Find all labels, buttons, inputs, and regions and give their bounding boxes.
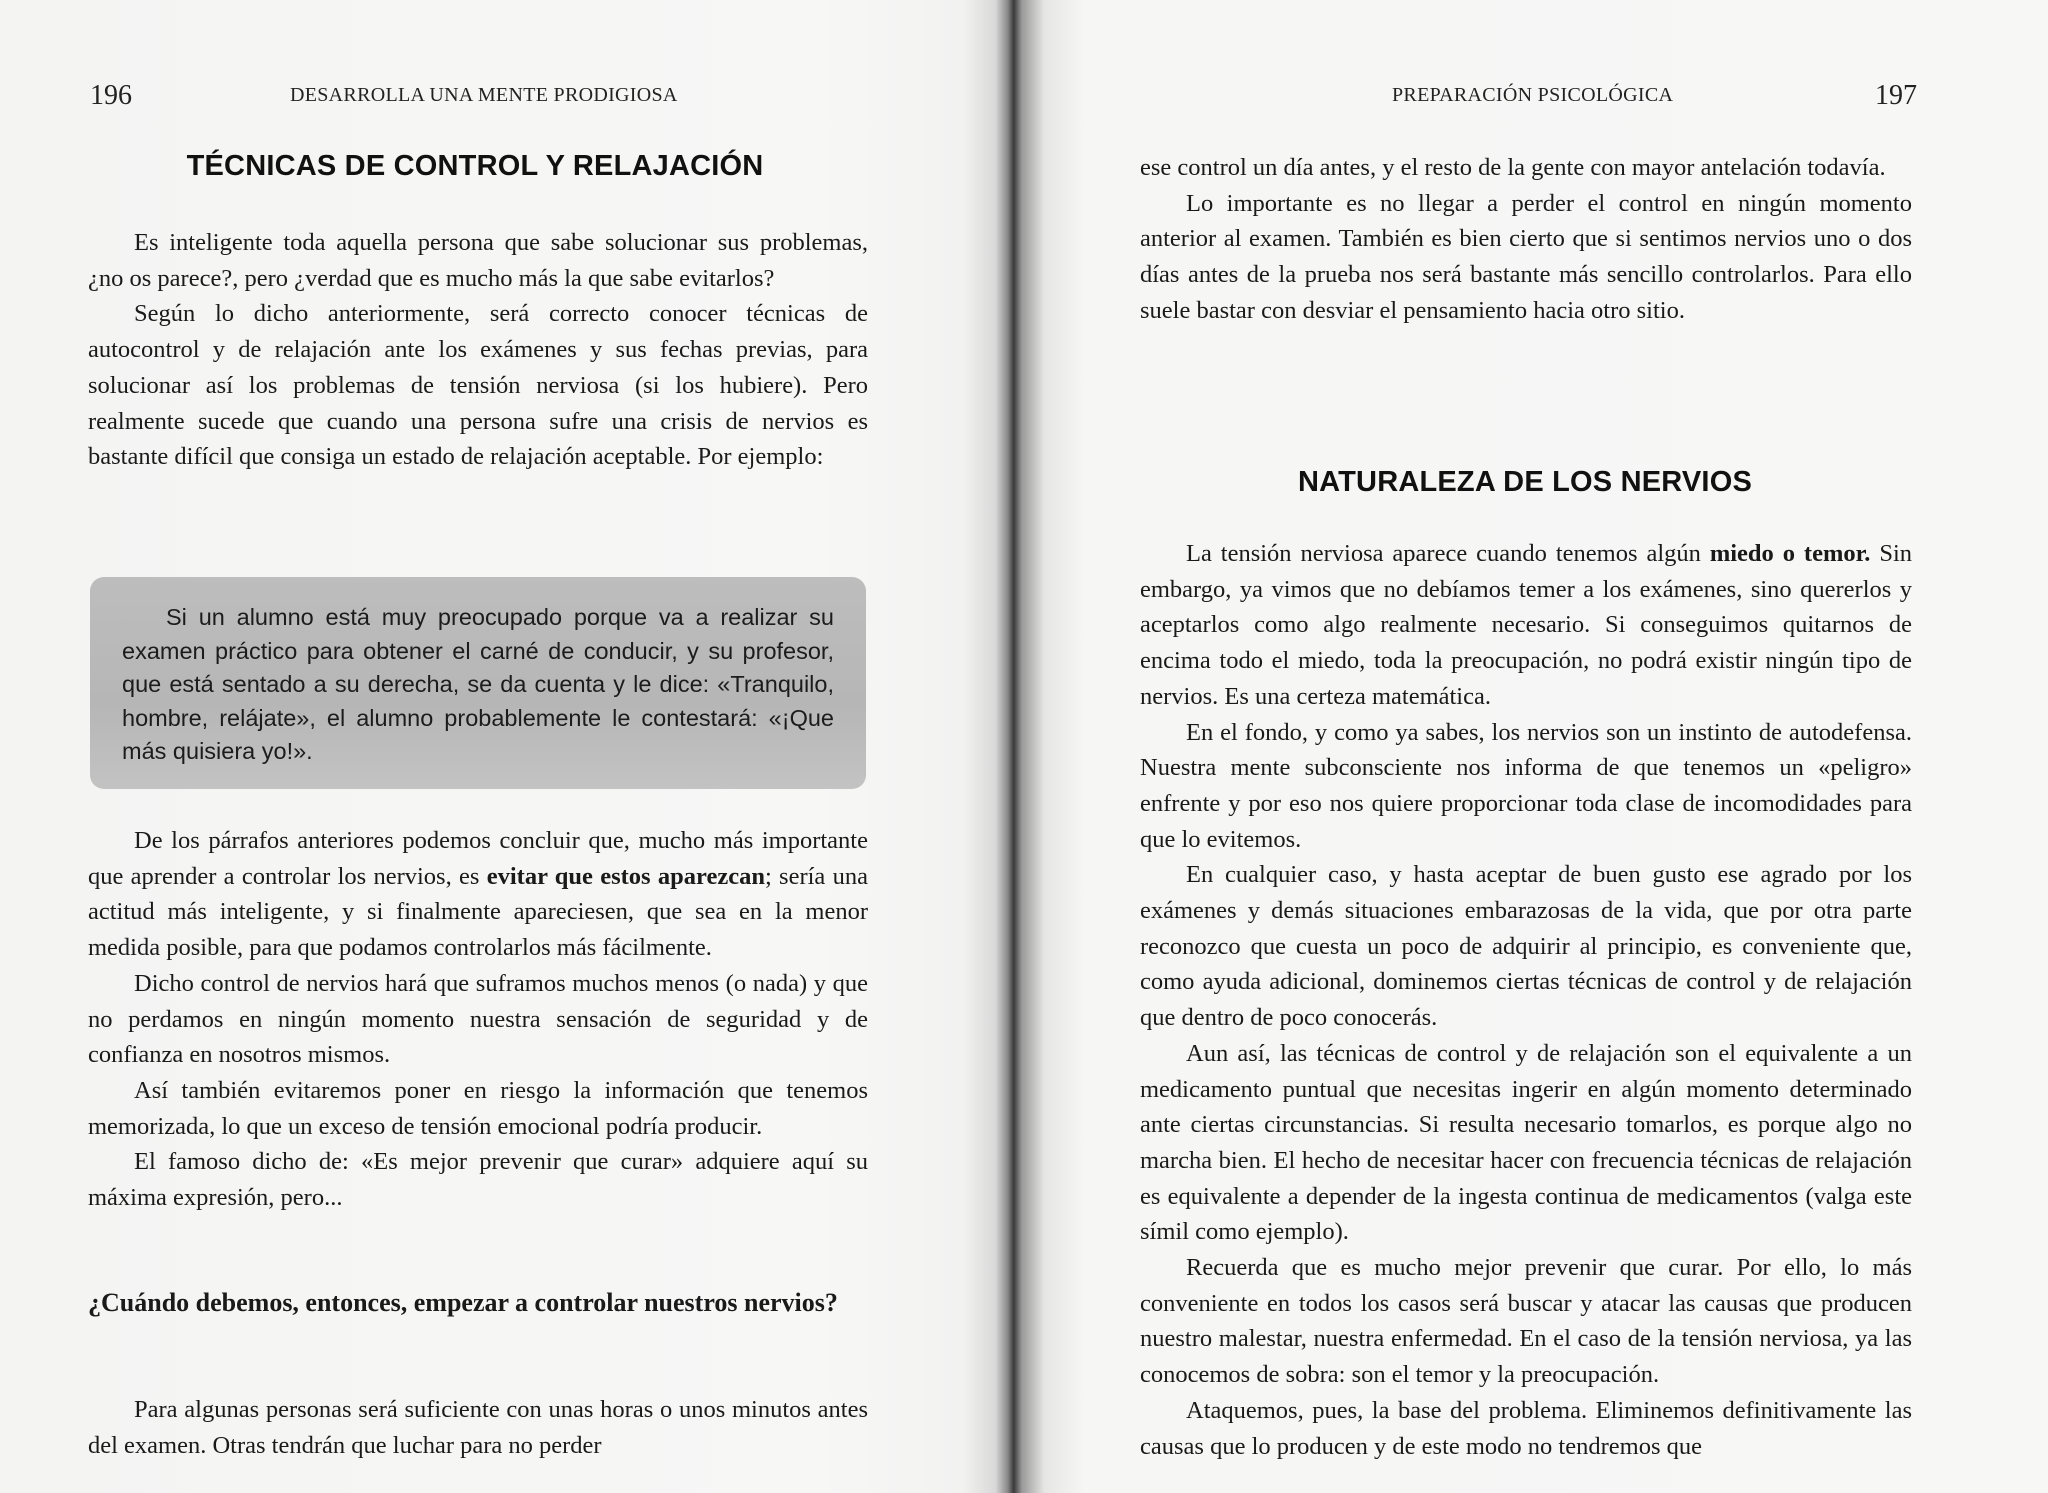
left-page [0,0,1000,1493]
paragraph: Lo importante es no llegar a perder el control en ningún momento anterior al examen. También es bien cierto que si sentimos nervios uno o dos días antes de la prueba nos será bastante más sencillo controlarlos. Para ello suele bastar con desviar el pensamiento hacia otro sitio. [1140,189,1912,324]
paragraph: Ataquemos, pues, la base del problema. Eliminemos definitivamente las causas que lo producen y de este modo no tendremos que [1140,1396,1912,1460]
example-callout-box [90,577,866,789]
body-text-block [1140,150,1912,329]
paragraph: Según lo dicho anteriormente, será correcto conocer técnicas de autocontrol y de relajación ante los exámenes y sus fechas previas, para solucionar así los problemas de tensión nerviosa (si los hubiere). Pero realmente sucede que cuando una persona sufre una crisis de nervios es bastante difícil que consiga un estado de relajación aceptable. Por ejemplo: [88,300,868,471]
paragraph: Así también evitaremos poner en riesgo la información que tenemos memorizada, lo que un exceso de tensión emocional podría producir. [88,1076,868,1140]
body-text-block [1140,536,1912,1464]
running-head: DESARROLLA UNA MENTE PRODIGIOSA [290,84,678,106]
paragraph: Recuerda que es mucho mejor prevenir que curar. Por ello, lo más conveniente en todos los casos será buscar y atacar las causas que producen nuestro malestar, nuestra enfermedad. En el caso de la tensión nerviosa, ya las conocemos de sobra: son el temor y la preocupación. [1140,1254,1912,1389]
running-head: PREPARACIÓN PSICOLÓGICA [1392,84,1674,106]
paragraph-text: ; sería una actitud más inteligente, y si finalmente apareciesen, que sea en la menor medida posible, para que podamos controlarlos más fácilmente. [88,862,868,962]
body-text-block [88,823,868,1216]
paragraph: Para algunas personas será suficiente con unas horas o unos minutos antes del examen. Otras tendrán que luchar para no perder [88,1396,868,1459]
callout-text: Si un alumno está muy preocupado porque va a realizar su examen práctico para obtener el carné de conducir, y su profesor, que está sentado a su derecha, se da cuenta y le dice: «Tranquilo, hombre, relájate», el alumno probablemente le contestará: «¡Que más quisiera yo!». [122,604,834,764]
paragraph: Dicho control de nervios hará que suframos muchos menos (o nada) y que no perdamos en ningún momento nuestra sensación de seguridad y de confianza en nosotros mismos. [88,969,868,1069]
right-page [1030,0,2048,1493]
paragraph: El famoso dicho de: «Es mejor prevenir que curar» adquiere aquí su máxima expresión, pero... [88,1148,868,1212]
paragraph: ese control un día antes, y el resto de la gente con mayor antelación todavía. [1140,154,1886,181]
paragraph [88,823,868,966]
page-number: 196 [90,80,132,111]
section-title: TÉCNICAS DE CONTROL Y RELAJACIÓN [186,150,764,182]
bold-emphasis: evitar que estos aparezcan [486,862,765,890]
page-number: 197 [1875,80,1917,111]
bold-emphasis: miedo o temor. [1709,540,1871,567]
paragraph: Aun así, las técnicas de control y de relajación son el equivalente a un medicamento puntual que necesitas ingerir en algún momento determinado ante ciertas circunstancias. Si resulta necesario tomarlos, es porque algo no marcha bien. El hecho de necesitar hacer con frecuencia técnicas de relajación es equivalente a depender de la ingesta continua de medicamentos (valga este símil como ejemplo). [1140,1039,1912,1246]
paragraph-text: La tensión nerviosa aparece cuando tenemos algún [1186,540,1710,567]
paragraph-text: De los párrafos anteriores podemos concluir que, mucho más importante que aprender a controlar los nervios, es [88,827,868,890]
body-text-block [88,1392,868,1463]
body-text-block [88,225,868,475]
section-title: NATURALEZA DE LOS NERVIOS [1298,466,1752,498]
paragraph [1140,536,1912,715]
paragraph: En cualquier caso, y hasta aceptar de buen gusto ese agrado por los exámenes y demás situaciones embarazosas de la vida, que por otra parte reconozco que cuesta un poco de adquirir al principio, es conveniente que, como ayuda adicional, dominemos ciertas técnicas de control y de relajación que dentro de poco conocerás. [1140,861,1912,1032]
subheading: ¿Cuándo debemos, entonces, empezar a controlar nuestros nervios? [88,1288,838,1317]
paragraph-text: Sin embargo, ya vimos que no debíamos temer a los exámenes, sino quererlos y aceptarlos como algo realmente necesario. Si conseguimos quitarnos de encima todo el miedo, toda la preocupación, no podrá existir ningún tipo de nervios. Es una certeza matemática. [1140,540,1912,710]
paragraph: Es inteligente toda aquella persona que sabe solucionar sus problemas, ¿no os parece?, pero ¿verdad que es mucho más la que sabe evitarlos? [88,229,868,292]
paragraph: En el fondo, y como ya sabes, los nervios son un instinto de autodefensa. Nuestra mente subconsciente nos informa de que tenemos un «peligro» enfrente y por eso nos quiere proporcionar toda clase de incomodidades para que lo evitemos. [1140,718,1912,853]
